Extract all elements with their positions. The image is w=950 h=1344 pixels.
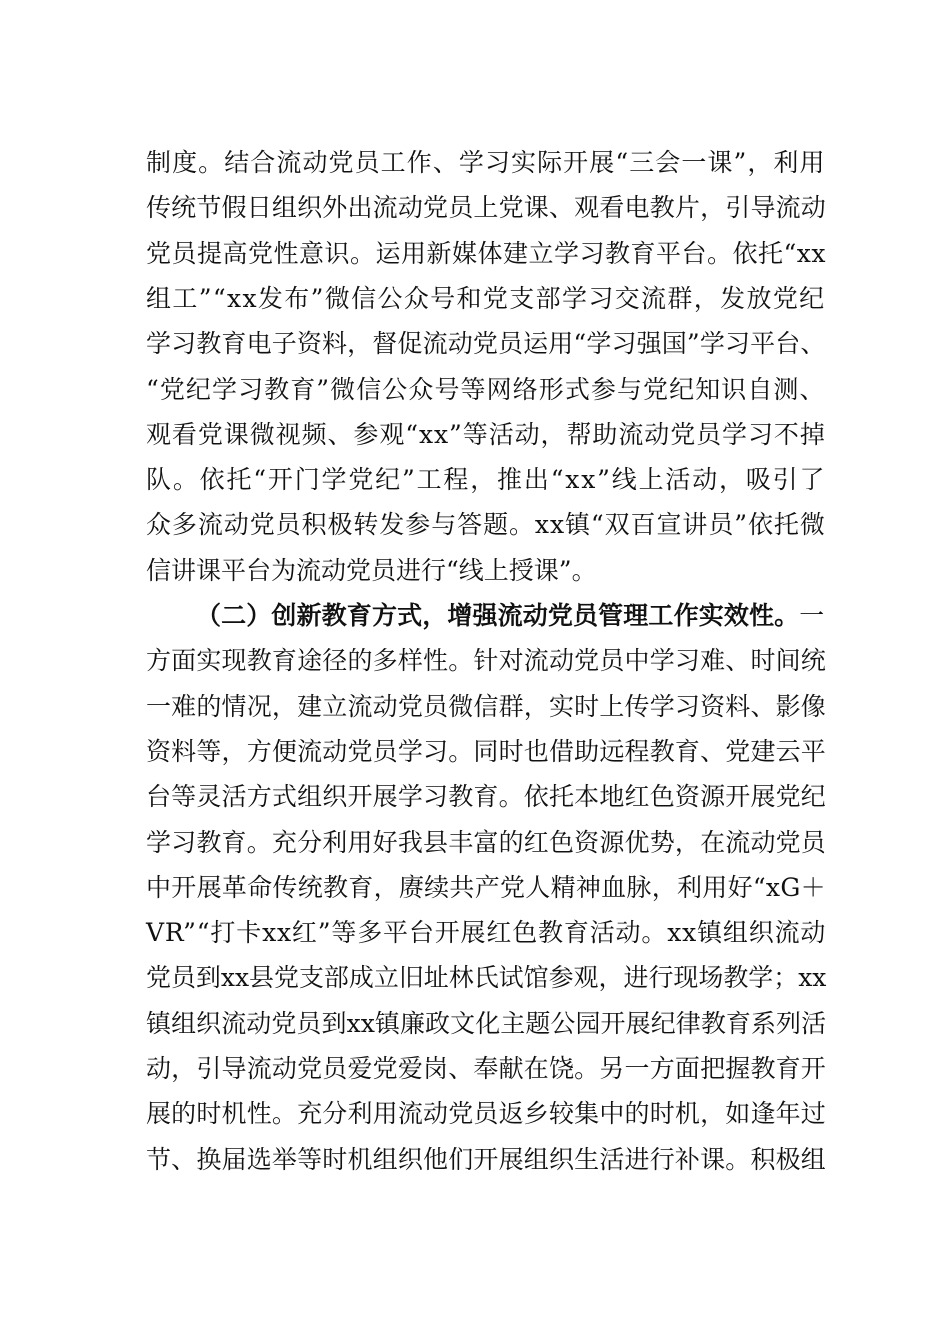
text-line-18: 党员到xx县党支部成立旧址林氏试馆参观，进行现场教学；xx <box>146 963 827 992</box>
text-line-5: 学习教育电子资料，督促流动党员运用“学习强国”学习平台、 <box>146 329 826 358</box>
text-line-13: 资料等，方便流动党员学习。同时也借助远程教育、党建云平 <box>146 737 826 766</box>
text-line-21: 展的时机性。充分利用流动党员返乡较集中的时机，如逢年过 <box>146 1099 826 1128</box>
section-heading: （二）创新教育方式，增强流动党员管理工作实效性。 <box>196 601 800 630</box>
text-line-8: 队。依托“开门学党纪”工程，推出“xx”线上活动，吸引了 <box>146 465 827 494</box>
section-heading-line <box>196 601 824 631</box>
text-line-4: 组工”“xx发布”微信公众号和党支部学习交流群，发放党纪 <box>146 284 826 313</box>
text-line-7: 观看党课微视频、参观“xx”等活动，帮助流动党员学习不掉 <box>146 420 826 449</box>
text-line-15: 学习教育。充分利用好我县丰富的红色资源优势，在流动党员 <box>146 828 826 857</box>
section-heading-continuation: 一 <box>799 601 825 630</box>
text-line-17: VR”“打卡xx红”等多平台开展红色教育活动。xx镇组织流动 <box>146 918 827 947</box>
text-line-16: 中开展革命传统教育，赓续共产党人精神血脉，利用好“xG＋ <box>146 873 826 902</box>
text-line-11: 方面实现教育途径的多样性。针对流动党员中学习难、时间统 <box>146 646 826 675</box>
text-line-6: “党纪学习教育”微信公众号等网络形式参与党纪知识自测、 <box>146 375 826 404</box>
text-line-12: 一难的情况，建立流动党员微信群，实时上传学习资料、影像 <box>146 692 826 721</box>
text-line-10: 信讲课平台为流动党员进行“线上授课”。 <box>146 556 597 585</box>
text-line-22: 节、换届选举等时机组织他们开展组织生活进行补课。积极组 <box>146 1145 826 1174</box>
text-line-20: 动，引导流动党员爱党爱岗、奉献在饶。另一方面把握教育开 <box>146 1054 826 1083</box>
text-line-3: 党员提高党性意识。运用新媒体建立学习教育平台。依托“xx <box>146 239 826 268</box>
text-line-2: 传统节假日组织外出流动党员上党课、观看电教片，引导流动 <box>146 193 826 222</box>
text-line-14: 台等灵活方式组织开展学习教育。依托本地红色资源开展党纪 <box>146 782 826 811</box>
text-line-19: 镇组织流动党员到xx镇廉政文化主题公园开展纪律教育系列活 <box>146 1009 827 1038</box>
text-line-9: 众多流动党员积极转发参与答题。xx镇“双百宣讲员”依托微 <box>146 510 826 539</box>
text-line-1: 制度。结合流动党员工作、学习实际开展“三会一课”，利用 <box>146 148 826 177</box>
